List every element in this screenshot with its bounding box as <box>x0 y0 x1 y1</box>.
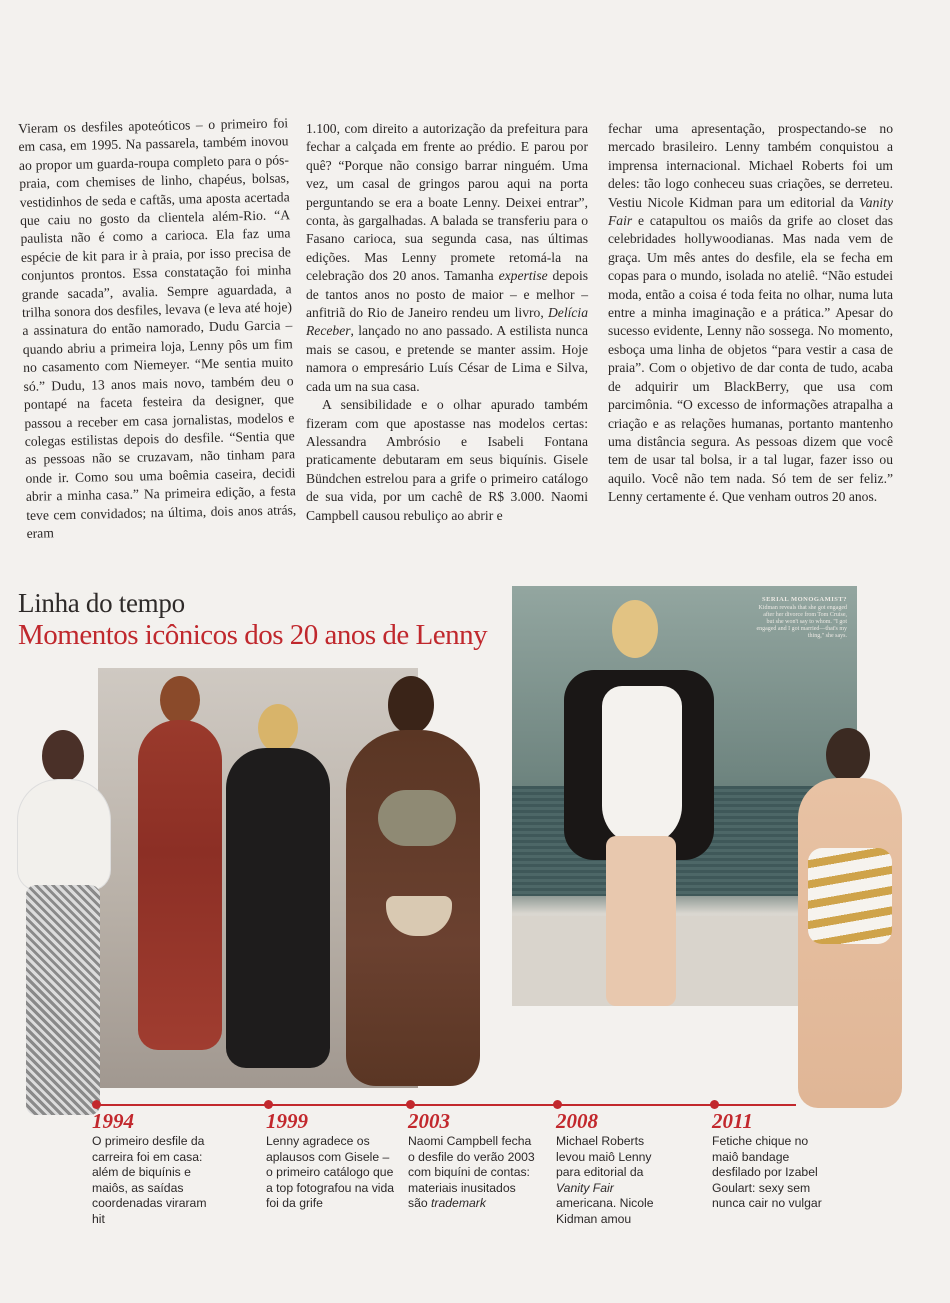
timeline-dot <box>710 1100 719 1109</box>
photo-caption <box>755 596 847 640</box>
timeline-dot <box>406 1100 415 1109</box>
timeline-event-2008 <box>556 1110 676 1227</box>
magazine-name: Vanity Fair <box>608 194 893 229</box>
event-year: 2008 <box>556 1109 598 1133</box>
text-run: , lançado no ano passado. A estilista nunca mais se casou, e pretende se manter assim. Hoje namora o empresário Luís César de Lima e Silva, cada um na sua casa. <box>306 323 588 394</box>
text-run: Naomi Campbell fecha o desfile do verão 2003 com biquíni de contas: materiais inusitados são <box>408 1134 535 1210</box>
timeline-event-1999 <box>266 1110 396 1212</box>
article-column-2 <box>306 120 588 525</box>
patterned-pants <box>26 885 100 1115</box>
event-text: O primeiro desfile da carreira foi em casa: além de biquínis e maiôs, as saídas coordenadas viraram hit <box>92 1134 207 1226</box>
timeline-event-2011 <box>712 1110 822 1212</box>
model-head-1994 <box>42 730 84 782</box>
timeline-title: Momentos icônicos dos 20 anos de Lenny <box>18 619 488 651</box>
event-text: Fetiche chique no maiô bandage desfilado por Izabel Goulart: sexy sem nunca cair no vulgar <box>712 1134 822 1210</box>
text-run: Michael Roberts levou maiô Lenny para editorial da <box>556 1134 652 1179</box>
timeline-event-2003 <box>408 1110 538 1212</box>
timeline-rule <box>96 1104 796 1106</box>
event-text <box>556 1134 676 1227</box>
event-text: Lenny agradece os aplausos com Gisele – o primeiro catálogo que a top fotografou na vida foi da grife <box>266 1134 395 1210</box>
bandage-swimsuit <box>808 848 892 944</box>
article-column-1 <box>18 114 297 543</box>
model-head-2003 <box>388 676 434 734</box>
article-paragraph <box>306 120 588 396</box>
designer-head <box>258 704 298 752</box>
model-head <box>160 676 200 724</box>
italic-term: trademark <box>431 1196 486 1210</box>
timeline-photo-collage <box>0 580 950 1110</box>
event-year: 2003 <box>408 1109 450 1133</box>
event-year: 1994 <box>92 1109 134 1133</box>
text-run: depois de tantos anos no posto de maior – e melhor – anfitriã do Rio de Janeiro rendeu um livro, <box>306 268 589 321</box>
event-year: 2011 <box>712 1109 753 1133</box>
model-head-2011 <box>826 728 870 782</box>
designer-figure <box>226 748 330 1068</box>
event-text <box>408 1134 538 1212</box>
white-blouse <box>18 780 110 890</box>
text-run: fechar uma apresentação, prospectando-se no mercado brasileiro. Lenny também conquistou a imprensa internacional. Michael Roberts foi um deles: tão logo conheceu suas criações, se derreteu. Vestiu Nicole Kidman para um editorial da <box>608 121 893 210</box>
beaded-bikini-top <box>378 790 456 846</box>
italic-term: expertise <box>498 268 548 284</box>
timeline-dot <box>553 1100 562 1109</box>
timeline-dot <box>264 1100 273 1109</box>
model-figure <box>138 720 222 1050</box>
article-paragraph: A sensibilidade e o olhar apurado também fizeram com que apostasse nas modelos certas: Alessandra Ambrósio e Isabeli Fontana praticamente debutaram em seus biquínis. Gisele Bündchen estrelou para a grife o primeiro catálogo de sua vida, por um cachê de R$ 3.000. Naomi Campbell causou rebuliço ao abrir e <box>306 397 588 523</box>
model-head-2008 <box>612 600 658 658</box>
article-paragraph <box>608 120 893 507</box>
text-run: americana. Nicole Kidman amou <box>556 1196 654 1226</box>
text-run: 1.100, com direito a autorização da prefeitura para fechar a calçada em frente ao prédio. E parou por quê? “Porque não consigo barrar ninguém. Uma vez, um casal de gringos parou aqui na porta perguntando se era a boate Lenny. Deixei entrar”, conta, às gargalhadas. A balada se transferiu para o Fasano carioca, sua segunda casa, nas últimas edições. Mas Lenny promete retomá-la na celebração dos 20 anos. Tamanha <box>306 121 588 284</box>
event-year: 1999 <box>266 1109 308 1133</box>
white-swimsuit <box>602 686 682 846</box>
timeline-dot <box>92 1100 101 1109</box>
book-title: Delícia Receber <box>306 305 588 339</box>
timeline-event-1994 <box>92 1110 222 1227</box>
text-run: e catapultou os maiôs da grife ao closet das celebridades hollywoodianas. Mas nada vem de graça. Um mês antes do desfile, ela se fecha em copas para o mundo, isolada no ateliê. “Não estudei moda, então a coisa é toda feita no olhar, numa luta entre a minha imaginação e a prática.” Apesar do sucesso evidente, Lenny não sossega. No momento, esboça uma linha de objetos “para vestir a casa de praia”. Com o objetivo de dar conta de tudo, acaba de adquirir um BlackBerry, que usa com parcimônia. “O excesso de informações atrapalha a criação e as relações humanas, portanto mantenho uma distância segura. As pessoas dizem que você tem de usar tal bolsa, ir a tal lugar, fazer isso ou aquilo. Você não tem nada. Só tem de ser feliz.” Lenny certamente é. Que venham outros 20 anos. <box>608 213 893 505</box>
article-paragraph: Vieram os desfiles apoteóticos – o primeiro foi em casa, em 1995. Na passarela, também inovou ao propor um guarda-roupa completo para o pós-praia, com chemises de linho, chapéus, bolsas, vestidinhos de seda e caftãs, uma aposta acertada que caiu no gosto da clientela além-Rio. “A paulista não é como a carioca. Ela faz uma espécie de kit para ir à praia, por isso precisa de conjuntos prontos. Essa constatação foi minha grande sacada”, avalia. Sempre aguardada, a trilha sonora dos desfiles, levava (e leva até hoje) a assinatura do então namorado, Dudu Garcia – quando abriu a primeira loja, Lenny pôs um fim no casamento com Niemeyer. “Me sentia muito só.” Dudu, 13 anos mais novo, também deu o pontapé na faceta festeira da designer, que passou a receber em casa jornalistas, modelos e colegas estilistas depois do desfile. “Sentia que as pessoas não se cruzavam, não tinham para onde ir. Como sou uma boêmia caseira, decidi abrir a minha casa.” Na primeira edição, a festa teve cem convidados; na última, dois anos atrás, eram <box>18 115 297 541</box>
magazine-name: Vanity Fair <box>556 1180 614 1195</box>
photo-caption-title: SERIAL MONOGAMIST? <box>761 596 847 603</box>
photo-caption-body: Kidman reveals that she got engaged after her divorce from Tom Cruise, but she won't say to whom. "I got engaged and I got married—that's my thing," she says. <box>756 605 847 639</box>
article-column-3 <box>608 120 893 507</box>
model-legs <box>606 836 676 1006</box>
timeline-kicker: Linha do tempo <box>18 588 185 618</box>
